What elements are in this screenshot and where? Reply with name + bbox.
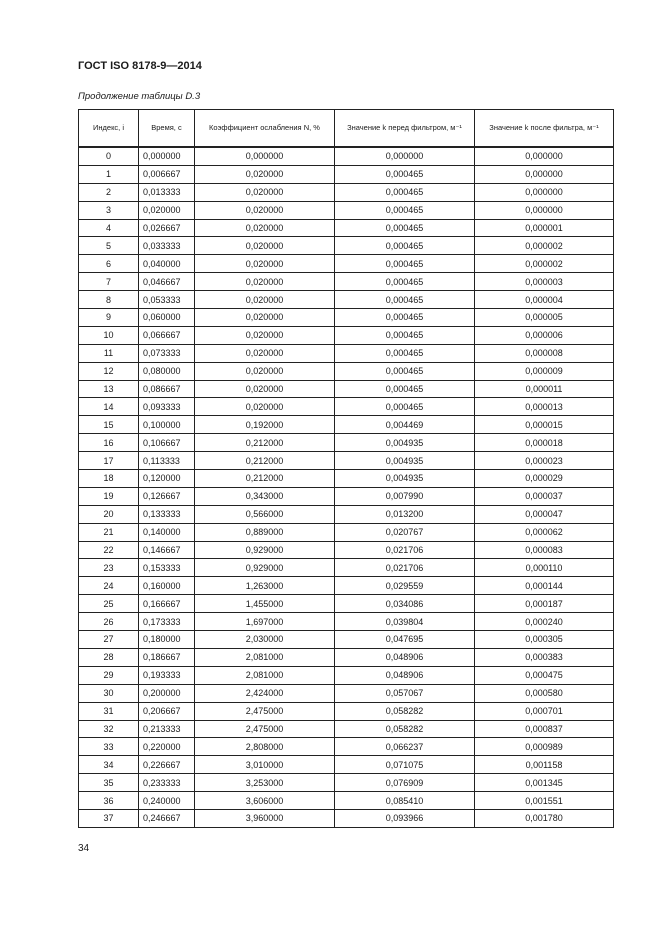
cell-attenuation: 0,020000	[195, 309, 335, 327]
cell-k-before: 0,000465	[335, 165, 475, 183]
cell-index: 3	[79, 201, 139, 219]
cell-time: 0,000000	[139, 147, 195, 165]
cell-k-before: 0,000465	[335, 362, 475, 380]
cell-time: 0,033333	[139, 237, 195, 255]
cell-k-before: 0,000465	[335, 201, 475, 219]
table-row	[79, 595, 614, 613]
cell-attenuation: 0,212000	[195, 470, 335, 488]
cell-k-before: 0,000465	[335, 326, 475, 344]
cell-k-before: 0,029559	[335, 577, 475, 595]
cell-attenuation: 0,212000	[195, 434, 335, 452]
cell-attenuation: 2,475000	[195, 720, 335, 738]
table-row	[79, 577, 614, 595]
cell-attenuation: 2,081000	[195, 648, 335, 666]
cell-k-before: 0,000465	[335, 237, 475, 255]
cell-attenuation: 2,030000	[195, 631, 335, 649]
cell-k-before: 0,085410	[335, 792, 475, 810]
cell-time: 0,220000	[139, 738, 195, 756]
cell-time: 0,146667	[139, 541, 195, 559]
cell-index: 5	[79, 237, 139, 255]
table-row	[79, 201, 614, 219]
table-row	[79, 613, 614, 631]
cell-attenuation: 0,020000	[195, 183, 335, 201]
cell-time: 0,040000	[139, 255, 195, 273]
cell-k-after: 0,000000	[475, 201, 614, 219]
cell-k-before: 0,000465	[335, 219, 475, 237]
table-row	[79, 398, 614, 416]
cell-time: 0,100000	[139, 416, 195, 434]
cell-time: 0,226667	[139, 756, 195, 774]
table-row	[79, 774, 614, 792]
cell-attenuation: 3,960000	[195, 809, 335, 827]
cell-k-after: 0,000008	[475, 344, 614, 362]
table-row	[79, 470, 614, 488]
table-row	[79, 720, 614, 738]
cell-time: 0,213333	[139, 720, 195, 738]
cell-time: 0,240000	[139, 792, 195, 810]
cell-k-after: 0,000083	[475, 541, 614, 559]
cell-time: 0,066667	[139, 326, 195, 344]
cell-k-before: 0,000000	[335, 147, 475, 165]
cell-k-after: 0,000000	[475, 183, 614, 201]
cell-time: 0,026667	[139, 219, 195, 237]
cell-index: 34	[79, 756, 139, 774]
cell-attenuation: 0,020000	[195, 398, 335, 416]
cell-k-after: 0,000006	[475, 326, 614, 344]
cell-k-after: 0,000018	[475, 434, 614, 452]
table-row	[79, 505, 614, 523]
cell-k-before: 0,000465	[335, 380, 475, 398]
cell-index: 2	[79, 183, 139, 201]
cell-k-before: 0,021706	[335, 559, 475, 577]
table-row	[79, 273, 614, 291]
cell-index: 31	[79, 702, 139, 720]
document-title: ГОСТ ISO 8178-9—2014	[78, 60, 202, 72]
cell-index: 24	[79, 577, 139, 595]
cell-attenuation: 0,020000	[195, 219, 335, 237]
cell-k-before: 0,007990	[335, 487, 475, 505]
cell-k-before: 0,048906	[335, 666, 475, 684]
cell-time: 0,093333	[139, 398, 195, 416]
cell-k-after: 0,000305	[475, 631, 614, 649]
cell-k-after: 0,000110	[475, 559, 614, 577]
column-header-k-before-filter: Значение k перед фильтром, м⁻¹	[335, 110, 475, 148]
cell-index: 36	[79, 792, 139, 810]
cell-attenuation: 1,263000	[195, 577, 335, 595]
cell-attenuation: 0,020000	[195, 201, 335, 219]
cell-k-after: 0,000240	[475, 613, 614, 631]
cell-k-after: 0,000003	[475, 273, 614, 291]
cell-attenuation: 0,192000	[195, 416, 335, 434]
cell-index: 25	[79, 595, 139, 613]
cell-index: 33	[79, 738, 139, 756]
cell-k-before: 0,000465	[335, 344, 475, 362]
cell-attenuation: 1,455000	[195, 595, 335, 613]
cell-time: 0,186667	[139, 648, 195, 666]
cell-attenuation: 0,343000	[195, 487, 335, 505]
cell-index: 8	[79, 291, 139, 309]
table-row	[79, 255, 614, 273]
cell-time: 0,013333	[139, 183, 195, 201]
cell-attenuation: 3,606000	[195, 792, 335, 810]
cell-attenuation: 0,020000	[195, 326, 335, 344]
cell-index: 16	[79, 434, 139, 452]
cell-index: 20	[79, 505, 139, 523]
cell-k-before: 0,004935	[335, 470, 475, 488]
cell-k-before: 0,004935	[335, 452, 475, 470]
cell-time: 0,233333	[139, 774, 195, 792]
cell-k-after: 0,001780	[475, 809, 614, 827]
column-header-index: Индекс, i	[79, 110, 139, 148]
cell-k-after: 0,000062	[475, 523, 614, 541]
cell-k-before: 0,047695	[335, 631, 475, 649]
cell-time: 0,106667	[139, 434, 195, 452]
cell-k-after: 0,000047	[475, 505, 614, 523]
cell-k-after: 0,000000	[475, 165, 614, 183]
column-header-time: Время, с	[139, 110, 195, 148]
cell-index: 21	[79, 523, 139, 541]
table-row	[79, 380, 614, 398]
cell-index: 30	[79, 684, 139, 702]
cell-attenuation: 0,020000	[195, 344, 335, 362]
table-body	[79, 147, 614, 827]
table-row	[79, 326, 614, 344]
cell-attenuation: 0,929000	[195, 541, 335, 559]
table-row	[79, 523, 614, 541]
cell-index: 26	[79, 613, 139, 631]
page-number: 34	[78, 843, 90, 854]
cell-index: 22	[79, 541, 139, 559]
table-row	[79, 452, 614, 470]
cell-time: 0,200000	[139, 684, 195, 702]
cell-attenuation: 0,020000	[195, 255, 335, 273]
data-table	[78, 109, 614, 828]
cell-k-before: 0,000465	[335, 398, 475, 416]
cell-k-before: 0,071075	[335, 756, 475, 774]
cell-time: 0,080000	[139, 362, 195, 380]
cell-index: 6	[79, 255, 139, 273]
cell-time: 0,173333	[139, 613, 195, 631]
cell-index: 18	[79, 470, 139, 488]
cell-k-after: 0,000023	[475, 452, 614, 470]
cell-attenuation: 0,020000	[195, 291, 335, 309]
column-header-k-after-filter: Значение k после фильтра, м⁻¹	[475, 110, 614, 148]
cell-k-after: 0,000383	[475, 648, 614, 666]
table-row	[79, 738, 614, 756]
table-caption: Продолжение таблицы D.3	[78, 91, 201, 102]
cell-index: 12	[79, 362, 139, 380]
table-row	[79, 291, 614, 309]
cell-k-after: 0,001551	[475, 792, 614, 810]
cell-attenuation: 0,889000	[195, 523, 335, 541]
cell-k-before: 0,000465	[335, 255, 475, 273]
cell-k-after: 0,000187	[475, 595, 614, 613]
cell-time: 0,006667	[139, 165, 195, 183]
cell-k-before: 0,034086	[335, 595, 475, 613]
cell-attenuation: 0,929000	[195, 559, 335, 577]
cell-attenuation: 0,020000	[195, 380, 335, 398]
cell-k-before: 0,000465	[335, 183, 475, 201]
cell-index: 14	[79, 398, 139, 416]
cell-index: 29	[79, 666, 139, 684]
cell-index: 9	[79, 309, 139, 327]
cell-k-before: 0,093966	[335, 809, 475, 827]
cell-index: 11	[79, 344, 139, 362]
cell-time: 0,113333	[139, 452, 195, 470]
cell-attenuation: 2,424000	[195, 684, 335, 702]
cell-time: 0,140000	[139, 523, 195, 541]
table-row	[79, 648, 614, 666]
cell-attenuation: 2,475000	[195, 702, 335, 720]
cell-attenuation: 0,020000	[195, 273, 335, 291]
cell-index: 0	[79, 147, 139, 165]
cell-k-after: 0,000002	[475, 255, 614, 273]
cell-k-before: 0,000465	[335, 291, 475, 309]
cell-k-after: 0,000001	[475, 219, 614, 237]
cell-k-before: 0,076909	[335, 774, 475, 792]
cell-index: 1	[79, 165, 139, 183]
cell-attenuation: 0,000000	[195, 147, 335, 165]
cell-k-before: 0,021706	[335, 541, 475, 559]
cell-index: 27	[79, 631, 139, 649]
table-row	[79, 631, 614, 649]
table-row	[79, 344, 614, 362]
cell-index: 7	[79, 273, 139, 291]
cell-index: 17	[79, 452, 139, 470]
cell-k-after: 0,000037	[475, 487, 614, 505]
cell-k-after: 0,000009	[475, 362, 614, 380]
cell-time: 0,060000	[139, 309, 195, 327]
cell-k-before: 0,020767	[335, 523, 475, 541]
cell-attenuation: 3,253000	[195, 774, 335, 792]
cell-attenuation: 0,020000	[195, 362, 335, 380]
cell-time: 0,133333	[139, 505, 195, 523]
table-row	[79, 684, 614, 702]
cell-index: 19	[79, 487, 139, 505]
cell-index: 13	[79, 380, 139, 398]
cell-time: 0,073333	[139, 344, 195, 362]
table-row	[79, 362, 614, 380]
cell-k-after: 0,000837	[475, 720, 614, 738]
cell-k-after: 0,000004	[475, 291, 614, 309]
cell-time: 0,046667	[139, 273, 195, 291]
cell-index: 15	[79, 416, 139, 434]
table-row	[79, 183, 614, 201]
table-row	[79, 809, 614, 827]
cell-attenuation: 0,020000	[195, 165, 335, 183]
cell-k-after: 0,000013	[475, 398, 614, 416]
cell-k-after: 0,000144	[475, 577, 614, 595]
cell-index: 10	[79, 326, 139, 344]
cell-k-after: 0,000580	[475, 684, 614, 702]
table-row	[79, 792, 614, 810]
table-row	[79, 487, 614, 505]
column-header-attenuation: Коэффициент ослабления N, %	[195, 110, 335, 148]
cell-index: 4	[79, 219, 139, 237]
cell-k-after: 0,000701	[475, 702, 614, 720]
cell-time: 0,166667	[139, 595, 195, 613]
cell-k-before: 0,000465	[335, 309, 475, 327]
cell-k-after: 0,000015	[475, 416, 614, 434]
cell-k-after: 0,000011	[475, 380, 614, 398]
table-row	[79, 309, 614, 327]
table-row	[79, 237, 614, 255]
cell-k-after: 0,001345	[475, 774, 614, 792]
table-row	[79, 434, 614, 452]
cell-k-before: 0,058282	[335, 702, 475, 720]
cell-k-after: 0,000000	[475, 147, 614, 165]
cell-k-before: 0,013200	[335, 505, 475, 523]
cell-attenuation: 2,808000	[195, 738, 335, 756]
cell-time: 0,053333	[139, 291, 195, 309]
table-row	[79, 165, 614, 183]
cell-attenuation: 0,020000	[195, 237, 335, 255]
cell-k-after: 0,000002	[475, 237, 614, 255]
cell-attenuation: 0,566000	[195, 505, 335, 523]
table-row	[79, 416, 614, 434]
cell-k-before: 0,048906	[335, 648, 475, 666]
cell-time: 0,020000	[139, 201, 195, 219]
cell-attenuation: 2,081000	[195, 666, 335, 684]
cell-k-before: 0,058282	[335, 720, 475, 738]
table-row	[79, 147, 614, 165]
table-row	[79, 666, 614, 684]
cell-k-before: 0,000465	[335, 273, 475, 291]
table-row	[79, 219, 614, 237]
cell-k-after: 0,000989	[475, 738, 614, 756]
cell-k-after: 0,001158	[475, 756, 614, 774]
cell-attenuation: 1,697000	[195, 613, 335, 631]
cell-k-after: 0,000475	[475, 666, 614, 684]
header-row	[79, 110, 614, 148]
cell-k-before: 0,066237	[335, 738, 475, 756]
cell-time: 0,086667	[139, 380, 195, 398]
cell-time: 0,193333	[139, 666, 195, 684]
cell-time: 0,126667	[139, 487, 195, 505]
cell-index: 37	[79, 809, 139, 827]
table-header	[79, 110, 614, 148]
cell-attenuation: 0,212000	[195, 452, 335, 470]
cell-time: 0,180000	[139, 631, 195, 649]
cell-k-before: 0,004935	[335, 434, 475, 452]
cell-time: 0,206667	[139, 702, 195, 720]
cell-time: 0,160000	[139, 577, 195, 595]
cell-index: 35	[79, 774, 139, 792]
table-row	[79, 702, 614, 720]
cell-k-after: 0,000005	[475, 309, 614, 327]
cell-attenuation: 3,010000	[195, 756, 335, 774]
table-row	[79, 541, 614, 559]
table-row	[79, 559, 614, 577]
cell-time: 0,153333	[139, 559, 195, 577]
cell-time: 0,246667	[139, 809, 195, 827]
cell-index: 32	[79, 720, 139, 738]
cell-k-before: 0,057067	[335, 684, 475, 702]
cell-k-before: 0,004469	[335, 416, 475, 434]
cell-k-after: 0,000029	[475, 470, 614, 488]
cell-k-before: 0,039804	[335, 613, 475, 631]
cell-index: 28	[79, 648, 139, 666]
cell-index: 23	[79, 559, 139, 577]
cell-time: 0,120000	[139, 470, 195, 488]
table-row	[79, 756, 614, 774]
